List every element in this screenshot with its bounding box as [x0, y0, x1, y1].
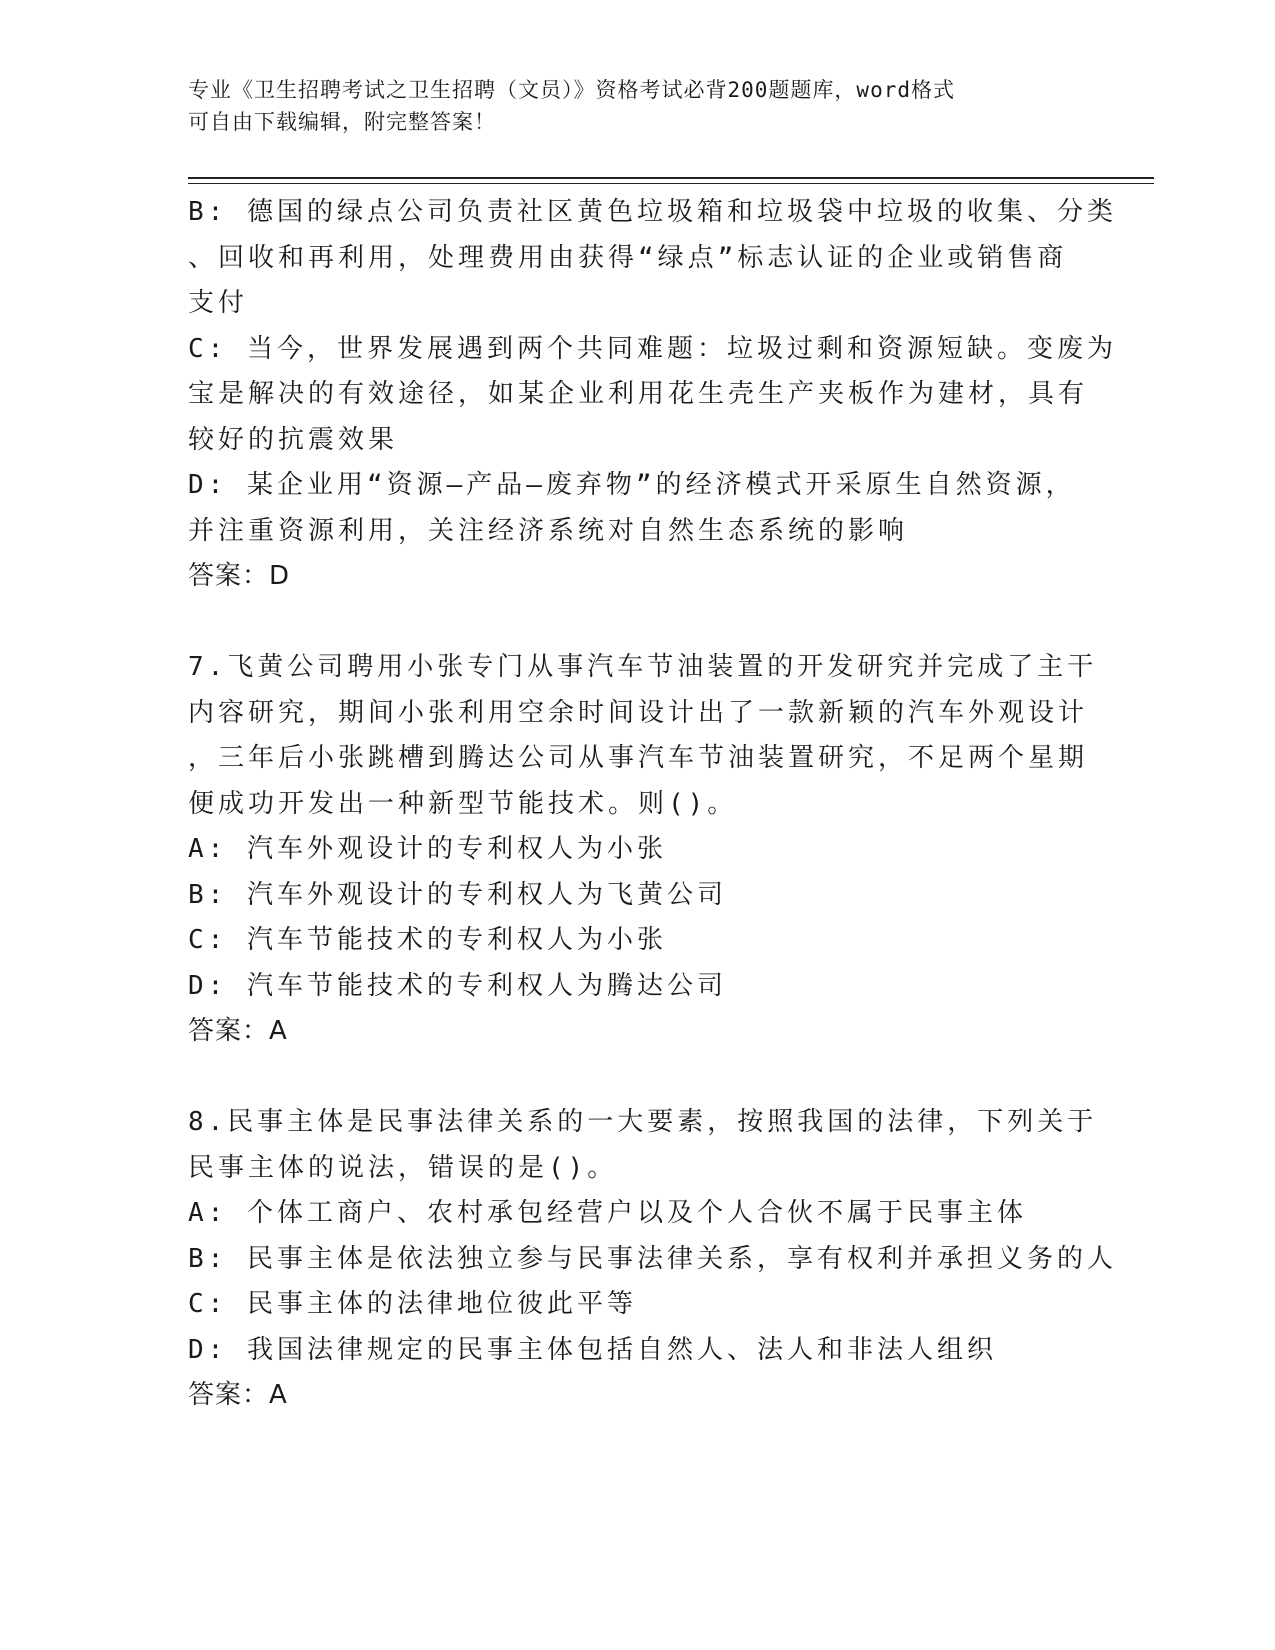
- option-c: [188, 327, 1117, 464]
- question-content: [188, 190, 1117, 1419]
- stem-line: 便成功开发出一种新型节能技术。则()。: [188, 788, 738, 819]
- question-7: [188, 645, 1098, 1055]
- option-a: A: 汽车外观设计的专利权人为小张: [188, 834, 667, 864]
- stem-line: 民事主体的说法，错误的是()。: [188, 1152, 618, 1183]
- answer-line: 答案：D: [188, 561, 291, 591]
- page-header: [188, 74, 1068, 138]
- option-b: B: 汽车外观设计的专利权人为飞黄公司: [188, 879, 727, 910]
- header-divider-thick: [188, 177, 1154, 179]
- option-text-line: 并注重资源利用，关注经济系统对自然生态系统的影响: [188, 515, 909, 546]
- answer-line: 答案：A: [188, 1016, 288, 1046]
- option-text-line: 较好的抗震效果: [188, 424, 399, 455]
- option-text-line: C: 当今，世界发展遇到两个共同难题：垃圾过剩和资源短缺。变废为: [188, 333, 1117, 364]
- option-text-line: 、回收和再利用，处理费用由获得“绿点”标志认证的企业或销售商: [188, 242, 1068, 273]
- question-stem: [188, 1100, 1098, 1191]
- stem-line: 7.飞黄公司聘用小张专门从事汽车节油装置的开发研究并完成了主干: [188, 652, 1098, 682]
- option-text-line: 宝是解决的有效途径，如某企业利用花生壳生产夹板作为建材，具有: [188, 379, 1089, 409]
- spacer: [188, 1055, 1088, 1101]
- option-a: A: 个体工商户、农村承包经营户以及个人合伙不属于民事主体: [188, 1198, 1027, 1228]
- stem-line: 内容研究，期间小张利用空余时间设计出了一款新颖的汽车外观设计: [188, 697, 1089, 728]
- option-d: D: 我国法律规定的民事主体包括自然人、法人和非法人组织: [188, 1334, 997, 1365]
- spacer: [188, 600, 1088, 646]
- option-c: C: 民事主体的法律地位彼此平等: [188, 1289, 637, 1319]
- question-6-tail: [188, 190, 1117, 600]
- header-divider-thin: [188, 183, 1154, 184]
- stem-line: ，三年后小张跳槽到腾达公司从事汽车节油装置研究，不足两个星期: [188, 743, 1089, 773]
- option-b: [188, 190, 1117, 327]
- answer-line: 答案：A: [188, 1380, 288, 1410]
- question-8: [188, 1100, 1117, 1419]
- stem-line: 8.民事主体是民事法律关系的一大要素，按照我国的法律，下列关于: [188, 1107, 1098, 1137]
- option-c: C: 汽车节能技术的专利权人为小张: [188, 925, 667, 955]
- option-text-line: 支付: [188, 288, 249, 318]
- option-d: [188, 463, 1088, 554]
- option-d: D: 汽车节能技术的专利权人为腾达公司: [188, 970, 727, 1001]
- header-title-line-1: 专业《卫生招聘考试之卫生招聘（文员）》资格考试必背200题题库，word格式: [188, 78, 955, 102]
- option-text-line: D: 某企业用“资源—产品—废弃物”的经济模式开采原生自然资源，: [188, 470, 1076, 500]
- question-stem: [188, 645, 1098, 827]
- header-title-line-2: 可自由下载编辑，附完整答案！: [188, 110, 496, 134]
- option-text-line: B: 德国的绿点公司负责社区黄色垃圾箱和垃圾袋中垃圾的收集、分类: [188, 197, 1117, 227]
- option-b: B: 民事主体是依法独立参与民事法律关系，享有权利并承担义务的人: [188, 1243, 1117, 1274]
